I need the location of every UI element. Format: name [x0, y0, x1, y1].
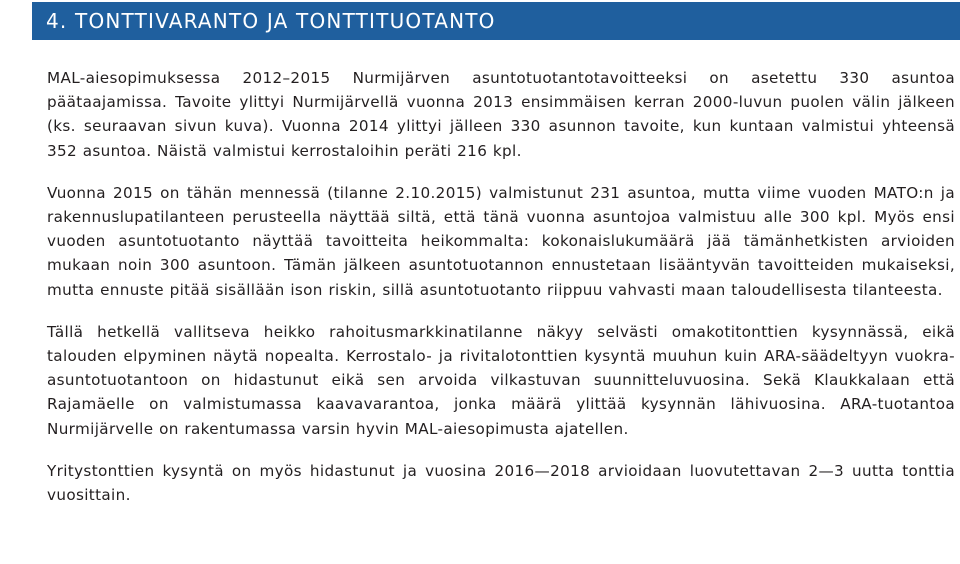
paragraph-1: MAL-aiesopimuksessa 2012–2015 Nurmijärven asuntotuotantotavoitteeksi on asetettu 330 asuntoa päätaajamissa. Tavoite ylittyi Nurmijärvellä vuonna 2013 ensimmäisen kerran 2000-luvun puolen välin jälkeen (ks. seuraavan sivun kuva). Vuonna 2014 ylittyi jälleen 330 asunnon tavoite, kun kuntaan valmistui yhteensä 352 asuntoa. Näistä valmistui kerrostaloihin peräti 216 kpl.: [47, 69, 955, 160]
section-title: 4. TONTTIVARANTO JA TONTTITUOTANTO: [46, 9, 496, 33]
section-header-bar: [32, 2, 960, 40]
paragraph-4: Yritystonttien kysyntä on myös hidastunut ja vuosina 2016—2018 arvioidaan luovutettavan 2—3 uutta tonttia vuosittain.: [47, 461, 955, 505]
paragraph-2: Vuonna 2015 on tähän mennessä (tilanne 2.10.2015) valmistunut 231 asuntoa, mutta viime vuoden MATO:n ja rakennuslupatilanteen perusteella näyttää siltä, että tänä vuonna asuntojoa valmistuu alle 300 kpl. Myös ensi vuoden asuntotuotanto näyttää tavoitteita heikommalta: kokonaislukumäärä jää tämänhetkisten arvioiden mukaan noin 300 asuntoon. Tämän jälkeen asuntotuotannon ennustetaan lisääntyvän tavoitteiden mukaiseksi, mutta ennuste pitää sisällään ison riskin, sillä asuntotuotanto riippuu vahvasti maan taloudellisesta tilanteesta.: [47, 183, 955, 299]
paragraph-3: Tällä hetkellä vallitseva heikko rahoitusmarkkinatilanne näkyy selvästi omakotitonttien kysynnässä, eikä talouden elpyminen näytä nopealta. Kerrostalo- ja rivitalotonttien kysyntä muuhun kuin ARA-säädeltyyn vuokra-asuntotuotantoon on hidastunut eikä sen arvoida vilkastuvan suunnitteluvuosina. Sekä Klaukkalaan että Rajamäelle on valmistumassa kaavavarantoa, jonka määrä ylittää kysynnän lähivuosina. ARA-tuotantoa Nurmijärvelle on rakentumassa varsin hyvin MAL-aiesopimusta ajatellen.: [47, 322, 955, 438]
body-text: [47, 66, 955, 507]
